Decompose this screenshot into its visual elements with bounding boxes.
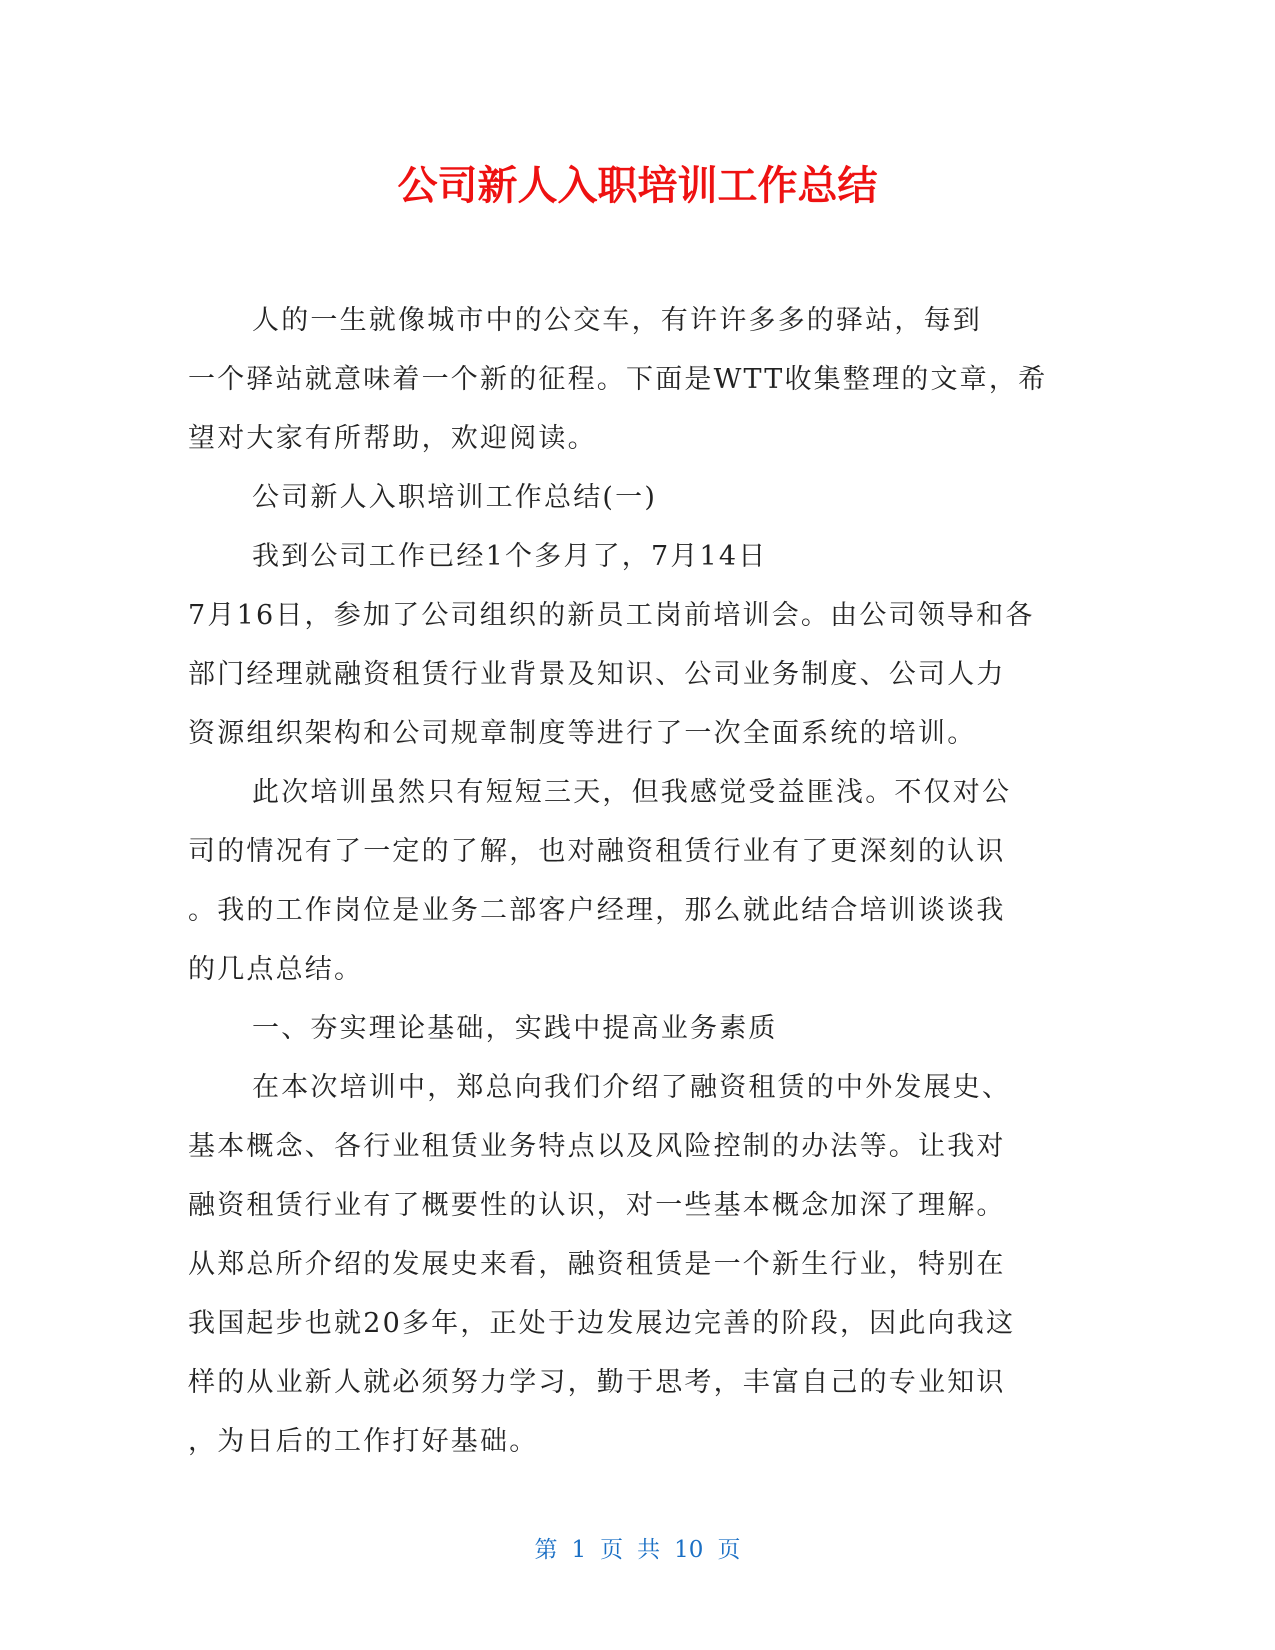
paragraph-line: 一个驿站就意味着一个新的征程。下面是WTT收集整理的文章，希 xyxy=(188,364,1048,395)
paragraph-line: 司的情况有了一定的了解，也对融资租赁行业有了更深刻的认识 xyxy=(188,836,1006,867)
paragraph-line: 人的一生就像城市中的公交车，有许许多多的驿站，每到 xyxy=(252,305,982,336)
paragraph-line: 。我的工作岗位是业务二部客户经理，那么就此结合培训谈谈我 xyxy=(188,895,1006,926)
page-label-suffix: 页 xyxy=(717,1537,741,1563)
paragraph-line: 在本次培训中，郑总向我们介绍了融资租赁的中外发展史、 xyxy=(252,1072,1012,1103)
section-heading: 一、夯实理论基础，实践中提高业务素质 xyxy=(252,1013,778,1044)
paragraph-line: 样的从业新人就必须努力学习，勤于思考，丰富自己的专业知识 xyxy=(188,1367,1006,1398)
document-title: 公司新人入职培训工作总结 xyxy=(397,163,878,209)
section-heading: 公司新人入职培训工作总结(一) xyxy=(252,482,658,513)
paragraph-line: 资源组织架构和公司规章制度等进行了一次全面系统的培训。 xyxy=(188,718,977,749)
paragraph-line: 望对大家有所帮助，欢迎阅读。 xyxy=(188,423,597,454)
page-footer xyxy=(0,1535,1275,1565)
paragraph-line: 我国起步也就20多年，正处于边发展边完善的阶段，因此向我这 xyxy=(188,1308,1016,1339)
paragraph-line: 的几点总结。 xyxy=(188,954,364,985)
page-number: 1 xyxy=(571,1537,587,1563)
paragraph-line: 基本概念、各行业租赁业务特点以及风险控制的办法等。让我对 xyxy=(188,1131,1006,1162)
total-pages: 10 xyxy=(674,1537,704,1563)
paragraph-line: 7月16日，参加了公司组织的新员工岗前培训会。由公司领导和各 xyxy=(188,600,1035,631)
paragraph-line: 我到公司工作已经1个多月了，7月14日 xyxy=(252,541,768,572)
document-body xyxy=(188,291,1083,1471)
paragraph-line: 从郑总所介绍的发展史来看，融资租赁是一个新生行业，特别在 xyxy=(188,1249,1006,1280)
total-label: 共 xyxy=(637,1537,661,1563)
page-label-prefix: 第 xyxy=(534,1537,558,1563)
paragraph-line: 融资租赁行业有了概要性的认识，对一些基本概念加深了理解。 xyxy=(188,1190,1006,1221)
page-label-mid: 页 xyxy=(600,1537,624,1563)
paragraph-line: ，为日后的工作打好基础。 xyxy=(188,1426,539,1457)
paragraph-line: 部门经理就融资租赁行业背景及知识、公司业务制度、公司人力 xyxy=(188,659,1006,690)
paragraph-line: 此次培训虽然只有短短三天，但我感觉受益匪浅。不仅对公 xyxy=(252,777,1012,808)
